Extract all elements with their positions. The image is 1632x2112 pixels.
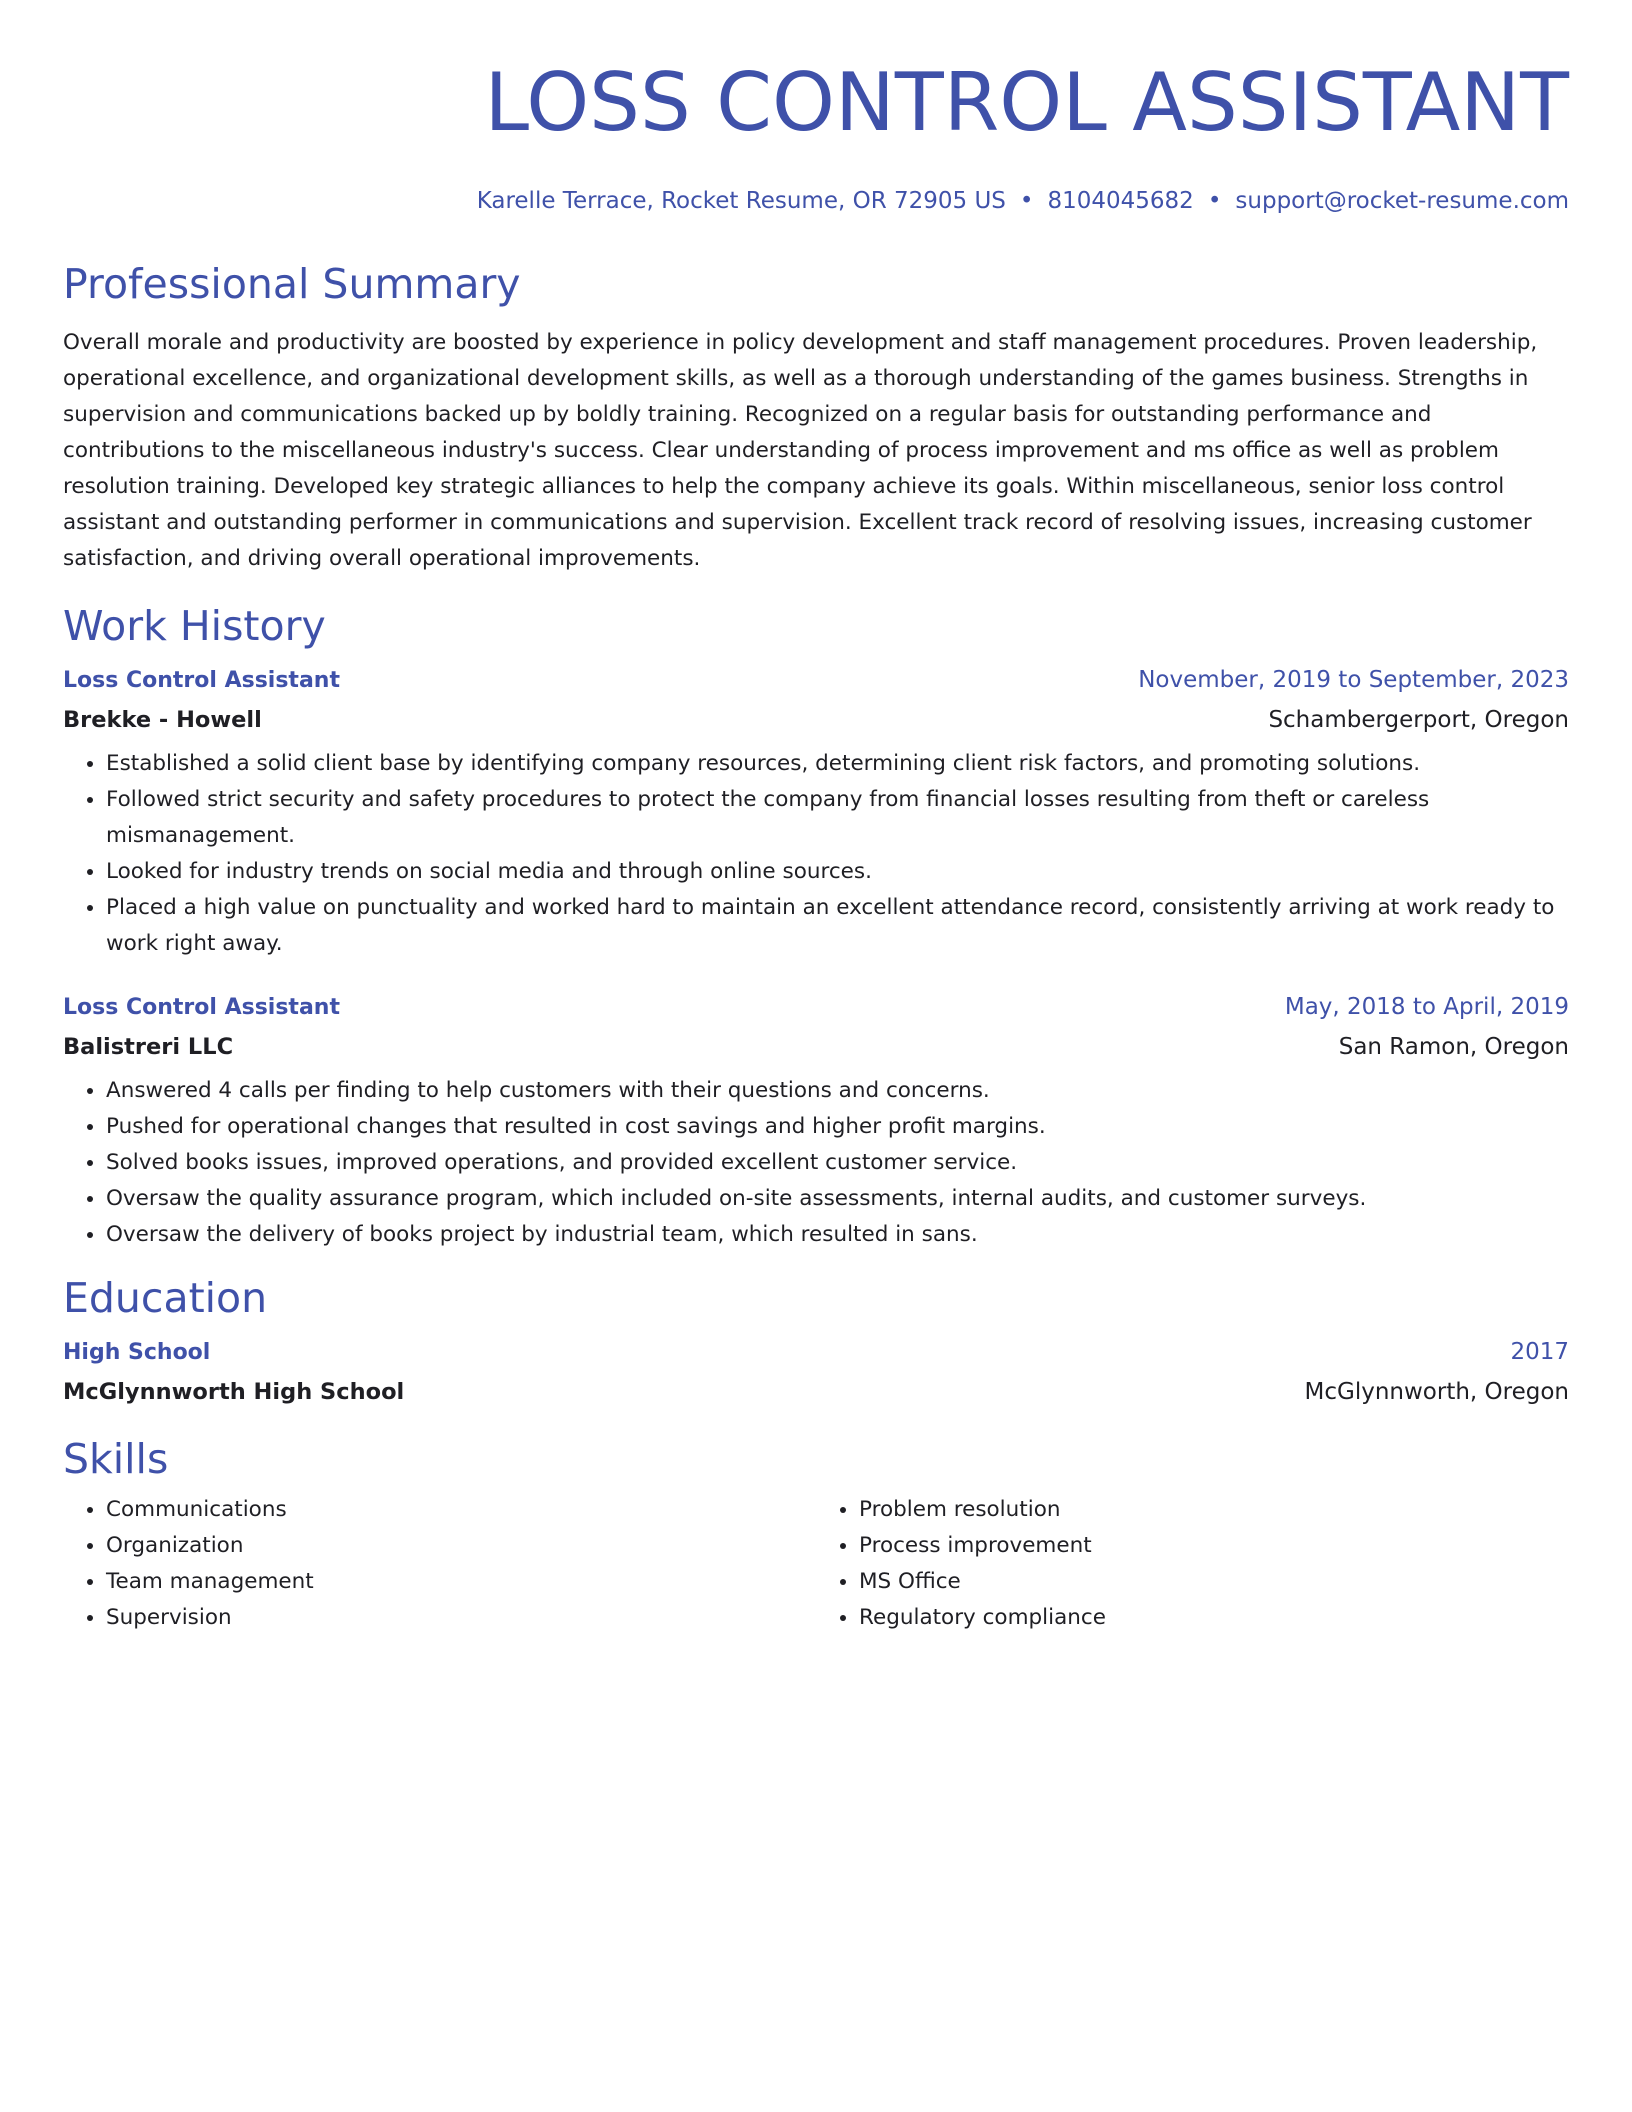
job-location: Schambergerport, Oregon [1268, 707, 1569, 733]
work-entry [63, 988, 1569, 1253]
bullet-item: • Oversaw the delivery of books project by industrial team, which resulted in sans. [106, 1217, 1569, 1253]
bullet-item: • Placed a high value on punctuality and worked hard to maintain an excellent attendance record, consistently arriving at work ready to work right away. [106, 890, 1569, 962]
degree: High School [63, 1340, 211, 1365]
company-name: Brekke - Howell [63, 707, 262, 733]
work-entry-subheader [63, 700, 1569, 740]
skill-item: • Organization [106, 1528, 816, 1564]
skills-heading: Skills [63, 1435, 169, 1483]
contact-separator: • [1207, 188, 1222, 214]
contact-phone: 8104045682 [1047, 188, 1194, 214]
job-title: Loss Control Assistant [63, 995, 340, 1020]
job-bullets [63, 746, 1569, 962]
bullet-item: • Answered 4 calls per finding to help customers with their questions and concerns. [106, 1073, 1569, 1109]
skill-item: • Problem resolution [859, 1492, 1569, 1528]
bullet-item: • Oversaw the quality assurance program, which included on-site assessments, internal audits, and customer surveys. [106, 1181, 1569, 1217]
bullet-item: • Followed strict security and safety procedures to protect the company from financial losses resulting from theft or careless mismanagement. [106, 782, 1569, 854]
job-title: Loss Control Assistant [63, 668, 340, 693]
contact-address: Karelle Terrace, Rocket Resume, OR 72905 US [476, 188, 1006, 214]
education-heading: Education [63, 1274, 268, 1322]
skill-item: • Regulatory compliance [859, 1600, 1569, 1636]
education-entry [63, 1333, 1569, 1412]
contact-separator: • [1019, 188, 1034, 214]
work-entry [63, 661, 1569, 962]
bullet-item: • Established a solid client base by identifying company resources, determining client risk factors, and promoting solutions. [106, 746, 1569, 782]
skill-item: • Communications [106, 1492, 816, 1528]
job-location: San Ramon, Oregon [1338, 1034, 1569, 1060]
skills-column-left [63, 1492, 816, 1636]
resume-name: LOSS CONTROL ASSISTANT [484, 56, 1569, 149]
bullet-item: • Solved books issues, improved operations, and provided excellent customer service. [106, 1145, 1569, 1181]
summary-text: Overall morale and productivity are boosted by experience in policy development and staff management procedures. Proven leadership, operational excellence, and organizational development skills, as well as a thorough understanding of the games business. Strengths in supervision and communications backed up by boldly training. Recognized on a regular basis for outstanding performance and contributions to the miscellaneous industry's success. Clear understanding of process improvement and ms office as well as problem resolution training. Developed key strategic alliances to help the company achieve its goals. Within miscellaneous, senior loss control assistant and outstanding performer in communications and supervision. Excellent track record of resolving issues, increasing customer satisfaction, and driving overall operational improvements. [63, 330, 1538, 571]
skills-column-right [816, 1492, 1569, 1636]
skill-item: • MS Office [859, 1564, 1569, 1600]
job-dates: May, 2018 to April, 2019 [1284, 994, 1569, 1020]
work-history-heading: Work History [63, 602, 326, 650]
company-name: Balistreri LLC [63, 1034, 234, 1060]
contact-email: support@rocket-resume.com [1235, 188, 1569, 214]
job-dates: November, 2019 to September, 2023 [1138, 667, 1569, 693]
work-entry-subheader [63, 1027, 1569, 1067]
bullet-item: • Looked for industry trends on social media and through online sources. [106, 854, 1569, 890]
bullet-item: • Pushed for operational changes that resulted in cost savings and higher profit margins. [106, 1109, 1569, 1145]
skill-item: • Supervision [106, 1600, 816, 1636]
skill-item: • Process improvement [859, 1528, 1569, 1564]
summary-heading: Professional Summary [63, 260, 521, 308]
job-bullets [63, 1073, 1569, 1253]
school-location: McGlynnworth, Oregon [1304, 1379, 1569, 1405]
skills-list [63, 1492, 1569, 1636]
school-name: McGlynnworth High School [63, 1379, 405, 1405]
work-entry-header [63, 988, 1569, 1027]
education-entry-subheader [63, 1372, 1569, 1412]
work-entry-header [63, 661, 1569, 700]
contact-line [63, 184, 1569, 218]
skill-item: • Team management [106, 1564, 816, 1600]
graduation-year: 2017 [1510, 1339, 1569, 1365]
education-entry-header [63, 1333, 1569, 1372]
